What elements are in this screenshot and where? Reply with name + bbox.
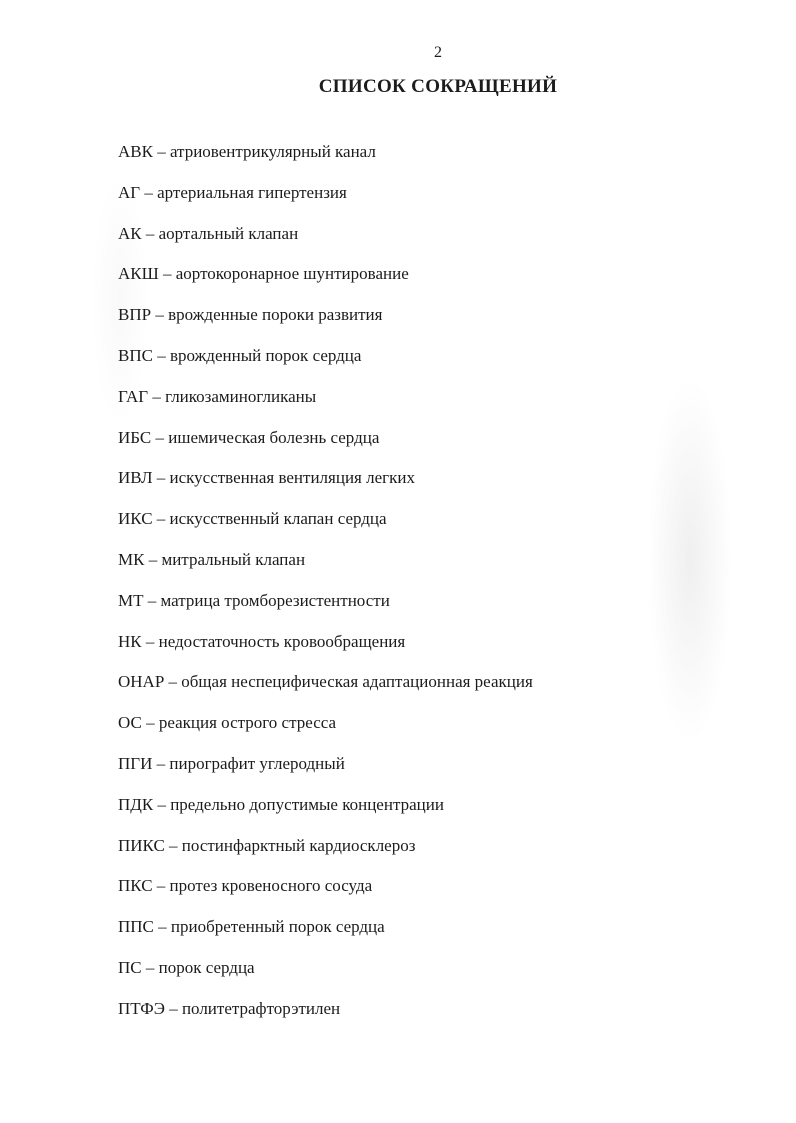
abbreviation-item-ivl: ИВЛ – искусственная вентиляция легких [118,468,415,488]
abbreviation-item-mk: МК – митральный клапан [118,549,306,569]
abbreviation-item-gag: ГАГ – гликозаминогликаны [118,386,317,406]
abbreviation-item-onar: ОНАР – общая неспецифическая адаптационная реакция [118,672,533,692]
abbreviation-item-ptfe: ПТФЭ – политетрафторэтилен [118,998,341,1018]
abbreviation-item-nk: НК – недостаточность кровообращения [118,631,406,651]
abbreviation-item-avk: АВК – атриовентрикулярный канал [118,142,376,161]
abbreviation-item-ibs: ИБС – ишемическая болезнь сердца [118,427,380,447]
abbreviation-item-ak: АК – аортальный клапан [118,223,299,243]
abbreviation-item-pks: ПКС – протез кровеносного сосуда [118,876,373,896]
abbreviation-item-pdk: ПДК – предельно допустимые концентрации [118,794,444,814]
abbreviation-item-pgi: ПГИ – пирографит углеродный [118,753,345,773]
abbreviation-item-ag: АГ – артериальная гипертензия [118,182,347,202]
page-title: СПИСОК СОКРАЩЕНИЙ [318,76,558,97]
abbreviation-list [118,141,533,1039]
abbreviation-item-vps: ВПС – врожденный порок сердца [118,345,362,365]
abbreviation-item-mt: МТ – матрица тромборезистентности [118,590,390,610]
abbreviation-item-aksh: АКШ – аортокоронарное шунтирование [118,264,409,284]
abbreviation-item-ps: ПС – порок сердца [118,957,255,977]
abbreviation-item-vpr: ВПР – врожденные пороки развития [118,305,383,325]
abbreviation-item-piks: ПИКС – постинфарктный кардиосклероз [118,835,416,855]
abbreviation-item-pps: ППС – приобретенный порок сердца [118,917,385,937]
abbreviation-item-iks: ИКС – искусственный клапан сердца [118,509,387,529]
page-number: 2 [434,44,442,61]
abbreviation-item-os: ОС – реакция острого стресса [118,713,337,733]
